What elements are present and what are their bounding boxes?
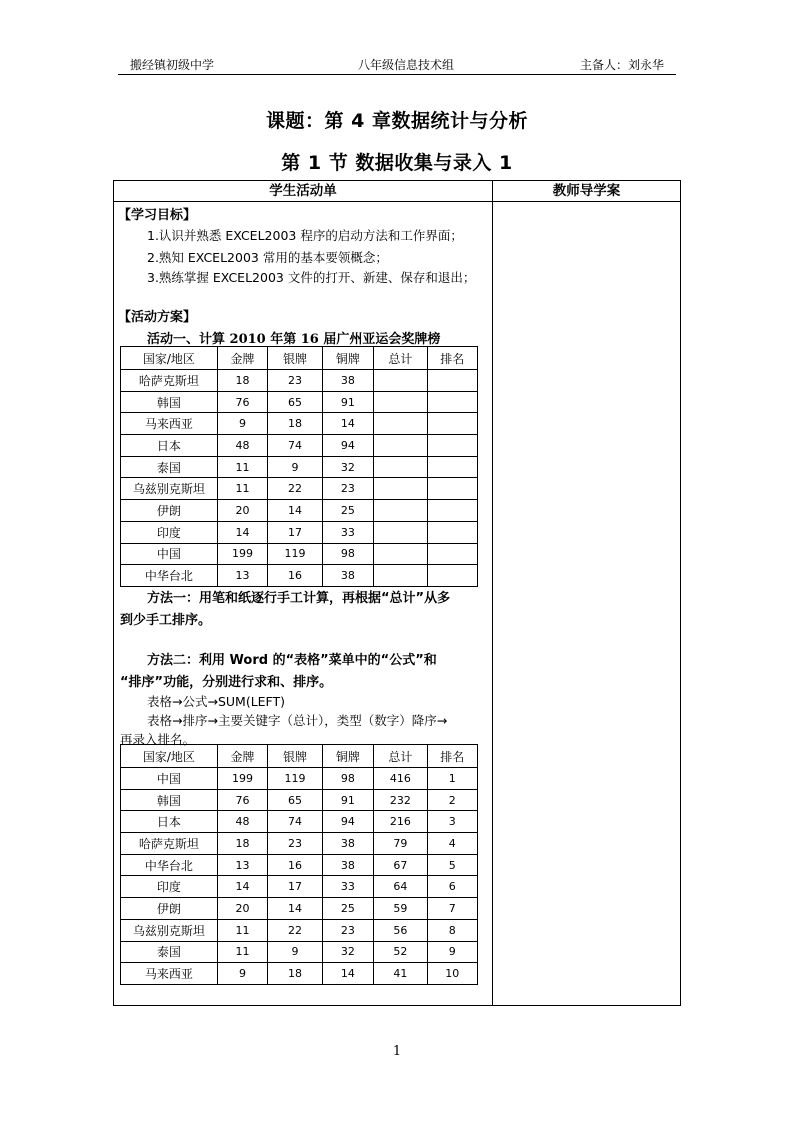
total-cell: 52	[374, 941, 427, 963]
medal-table-sorted	[120, 744, 478, 985]
bronze-cell: 38	[322, 565, 373, 587]
total-cell: 232	[374, 789, 427, 811]
header-gold: 金牌	[217, 745, 267, 768]
total-cell	[374, 565, 427, 587]
rank-cell: 6	[427, 876, 477, 898]
gold-cell: 199	[217, 543, 267, 565]
gold-cell: 18	[217, 370, 267, 392]
objective-item-3: 3.熟练掌握 EXCEL2003 文件的打开、新建、保存和退出；	[147, 270, 476, 285]
table-row	[121, 413, 478, 435]
rank-cell: 4	[427, 833, 477, 855]
bronze-cell: 25	[322, 500, 373, 522]
bronze-cell: 23	[322, 478, 373, 500]
gold-cell: 48	[217, 435, 267, 457]
table-row	[121, 898, 478, 920]
total-cell: 56	[374, 919, 427, 941]
header-gold: 金牌	[217, 347, 267, 370]
bronze-cell: 32	[322, 941, 373, 963]
rank-cell	[427, 391, 477, 413]
rank-cell: 3	[427, 811, 477, 833]
total-cell: 67	[374, 854, 427, 876]
bronze-cell: 38	[322, 370, 373, 392]
method-2-step-1: 表格→公式→SUM(LEFT)	[147, 694, 286, 709]
table-row	[121, 435, 478, 457]
table-header-row	[121, 347, 478, 370]
rank-cell: 7	[427, 898, 477, 920]
bronze-cell: 23	[322, 919, 373, 941]
country-cell: 乌兹别克斯坦	[121, 478, 218, 500]
table-row	[121, 543, 478, 565]
table-row	[121, 854, 478, 876]
bronze-cell: 98	[322, 768, 373, 790]
silver-cell: 17	[268, 521, 322, 543]
country-cell: 乌兹别克斯坦	[121, 919, 218, 941]
country-cell: 中华台北	[121, 854, 218, 876]
bronze-cell: 25	[322, 898, 373, 920]
table-row	[121, 456, 478, 478]
gold-cell: 76	[217, 391, 267, 413]
gold-cell: 18	[217, 833, 267, 855]
country-cell: 印度	[121, 876, 218, 898]
rank-cell: 2	[427, 789, 477, 811]
gold-cell: 11	[217, 456, 267, 478]
method-1-text	[120, 588, 488, 632]
rank-cell	[427, 543, 477, 565]
rank-cell	[427, 521, 477, 543]
country-cell: 中华台北	[121, 565, 218, 587]
country-cell: 哈萨克斯坦	[121, 370, 218, 392]
table-row	[121, 768, 478, 790]
country-cell: 日本	[121, 435, 218, 457]
country-cell: 泰国	[121, 456, 218, 478]
bronze-cell: 14	[322, 963, 373, 985]
student-activity-heading: 学生活动单	[269, 183, 337, 199]
lesson-title: 课题：第 4 章数据统计与分析	[266, 110, 528, 132]
rank-cell	[427, 435, 477, 457]
silver-cell: 22	[268, 919, 322, 941]
page-header	[118, 56, 676, 75]
silver-cell: 65	[268, 789, 322, 811]
silver-cell: 22	[268, 478, 322, 500]
country-cell: 中国	[121, 768, 218, 790]
bronze-cell: 98	[322, 543, 373, 565]
rank-cell: 10	[427, 963, 477, 985]
country-cell: 马来西亚	[121, 963, 218, 985]
rank-cell	[427, 413, 477, 435]
page-number: 1	[392, 1044, 402, 1059]
method-2-line-1: 方法二：利用 Word 的“表格”菜单中的“公式”和	[147, 653, 437, 668]
bronze-cell: 33	[322, 876, 373, 898]
gold-cell: 9	[217, 963, 267, 985]
rank-cell: 5	[427, 854, 477, 876]
table-row	[121, 391, 478, 413]
total-cell	[374, 478, 427, 500]
country-cell: 马来西亚	[121, 413, 218, 435]
objective-item-1: 1.认识并熟悉 EXCEL2003 程序的启动方法和工作界面；	[147, 228, 463, 243]
header-author: 主备人：刘永华	[579, 58, 664, 72]
silver-cell: 9	[268, 941, 322, 963]
rank-cell	[427, 565, 477, 587]
table-row	[121, 565, 478, 587]
silver-cell: 14	[268, 898, 322, 920]
total-cell: 79	[374, 833, 427, 855]
country-cell: 韩国	[121, 391, 218, 413]
table-row	[121, 500, 478, 522]
country-cell: 印度	[121, 521, 218, 543]
table-row	[121, 521, 478, 543]
country-cell: 哈萨克斯坦	[121, 833, 218, 855]
total-cell: 64	[374, 876, 427, 898]
gold-cell: 14	[217, 521, 267, 543]
total-cell	[374, 391, 427, 413]
header-country: 国家/地区	[121, 347, 218, 370]
gold-cell: 76	[217, 789, 267, 811]
header-silver: 银牌	[268, 347, 322, 370]
silver-cell: 18	[268, 963, 322, 985]
table-row	[121, 811, 478, 833]
gold-cell: 11	[217, 919, 267, 941]
total-cell: 416	[374, 768, 427, 790]
bronze-cell: 38	[322, 854, 373, 876]
bronze-cell: 38	[322, 833, 373, 855]
gold-cell: 20	[217, 898, 267, 920]
total-cell	[374, 370, 427, 392]
total-cell	[374, 500, 427, 522]
table-row	[121, 919, 478, 941]
silver-cell: 74	[268, 811, 322, 833]
bronze-cell: 91	[322, 789, 373, 811]
gold-cell: 199	[217, 768, 267, 790]
rank-cell	[427, 456, 477, 478]
method-1-line-1: 方法一：用笔和纸逐行手工计算，再根据“总计”从多	[147, 591, 451, 606]
header-total: 总计	[374, 745, 427, 768]
silver-cell: 14	[268, 500, 322, 522]
bronze-cell: 91	[322, 391, 373, 413]
silver-cell: 119	[268, 543, 322, 565]
teacher-guide-heading: 教师导学案	[552, 183, 621, 199]
total-cell: 41	[374, 963, 427, 985]
silver-cell: 18	[268, 413, 322, 435]
method-2-step-2b: 再录入排名。	[120, 732, 196, 747]
total-cell	[374, 521, 427, 543]
silver-cell: 74	[268, 435, 322, 457]
total-cell: 59	[374, 898, 427, 920]
header-rank: 排名	[427, 347, 477, 370]
table-row	[121, 789, 478, 811]
method-2-line-2: “排序”功能，分别进行求和、排序。	[120, 675, 333, 690]
country-cell: 伊朗	[121, 500, 218, 522]
medal-table-input	[120, 346, 478, 587]
gold-cell: 13	[217, 565, 267, 587]
country-cell: 韩国	[121, 789, 218, 811]
bronze-cell: 32	[322, 456, 373, 478]
silver-cell: 16	[268, 854, 322, 876]
rank-cell	[427, 370, 477, 392]
gold-cell: 11	[217, 478, 267, 500]
rank-cell: 8	[427, 919, 477, 941]
header-group: 八年级信息技术组	[358, 58, 455, 72]
total-cell	[374, 413, 427, 435]
bronze-cell: 14	[322, 413, 373, 435]
country-cell: 日本	[121, 811, 218, 833]
objective-item-2: 2.熟知 EXCEL2003 常用的基本要领概念；	[147, 250, 388, 265]
gold-cell: 14	[217, 876, 267, 898]
rank-cell: 9	[427, 941, 477, 963]
gold-cell: 20	[217, 500, 267, 522]
rank-cell: 1	[427, 768, 477, 790]
table-header-row	[121, 745, 478, 768]
silver-cell: 23	[268, 833, 322, 855]
silver-cell: 16	[268, 565, 322, 587]
silver-cell: 119	[268, 768, 322, 790]
header-silver: 银牌	[268, 745, 322, 768]
silver-cell: 65	[268, 391, 322, 413]
plan-heading: 【活动方案】	[118, 310, 197, 325]
country-cell: 泰国	[121, 941, 218, 963]
silver-cell: 23	[268, 370, 322, 392]
objectives-heading: 【学习目标】	[118, 208, 197, 223]
bronze-cell: 94	[322, 811, 373, 833]
country-cell: 伊朗	[121, 898, 218, 920]
header-divider	[114, 201, 680, 202]
table-row	[121, 478, 478, 500]
total-cell	[374, 435, 427, 457]
gold-cell: 9	[217, 413, 267, 435]
column-divider	[492, 181, 493, 1005]
header-bronze: 铜牌	[322, 745, 373, 768]
method-1-line-2: 到少手工排序。	[120, 613, 212, 628]
silver-cell: 9	[268, 456, 322, 478]
header-country: 国家/地区	[121, 745, 218, 768]
activity-1-title: 活动一、计算 2010 年第 16 届广州亚运会奖牌榜	[147, 332, 441, 347]
header-bronze: 铜牌	[322, 347, 373, 370]
silver-cell: 17	[268, 876, 322, 898]
method-2-text	[120, 650, 488, 694]
bronze-cell: 33	[322, 521, 373, 543]
total-cell	[374, 456, 427, 478]
section-title: 第 1 节 数据收集与录入 1	[281, 152, 513, 174]
header-rank: 排名	[427, 745, 477, 768]
table-row	[121, 963, 478, 985]
table-row	[121, 833, 478, 855]
method-2-step-2a: 表格→排序→主要关键字（总计），类型（数字）降序→	[147, 713, 448, 728]
gold-cell: 11	[217, 941, 267, 963]
header-school: 搬经镇初级中学	[130, 58, 215, 72]
total-cell	[374, 543, 427, 565]
rank-cell	[427, 478, 477, 500]
rank-cell	[427, 500, 477, 522]
bronze-cell: 94	[322, 435, 373, 457]
header-total: 总计	[374, 347, 427, 370]
table-row	[121, 370, 478, 392]
country-cell: 中国	[121, 543, 218, 565]
gold-cell: 48	[217, 811, 267, 833]
table-row	[121, 941, 478, 963]
table-row	[121, 876, 478, 898]
gold-cell: 13	[217, 854, 267, 876]
total-cell: 216	[374, 811, 427, 833]
